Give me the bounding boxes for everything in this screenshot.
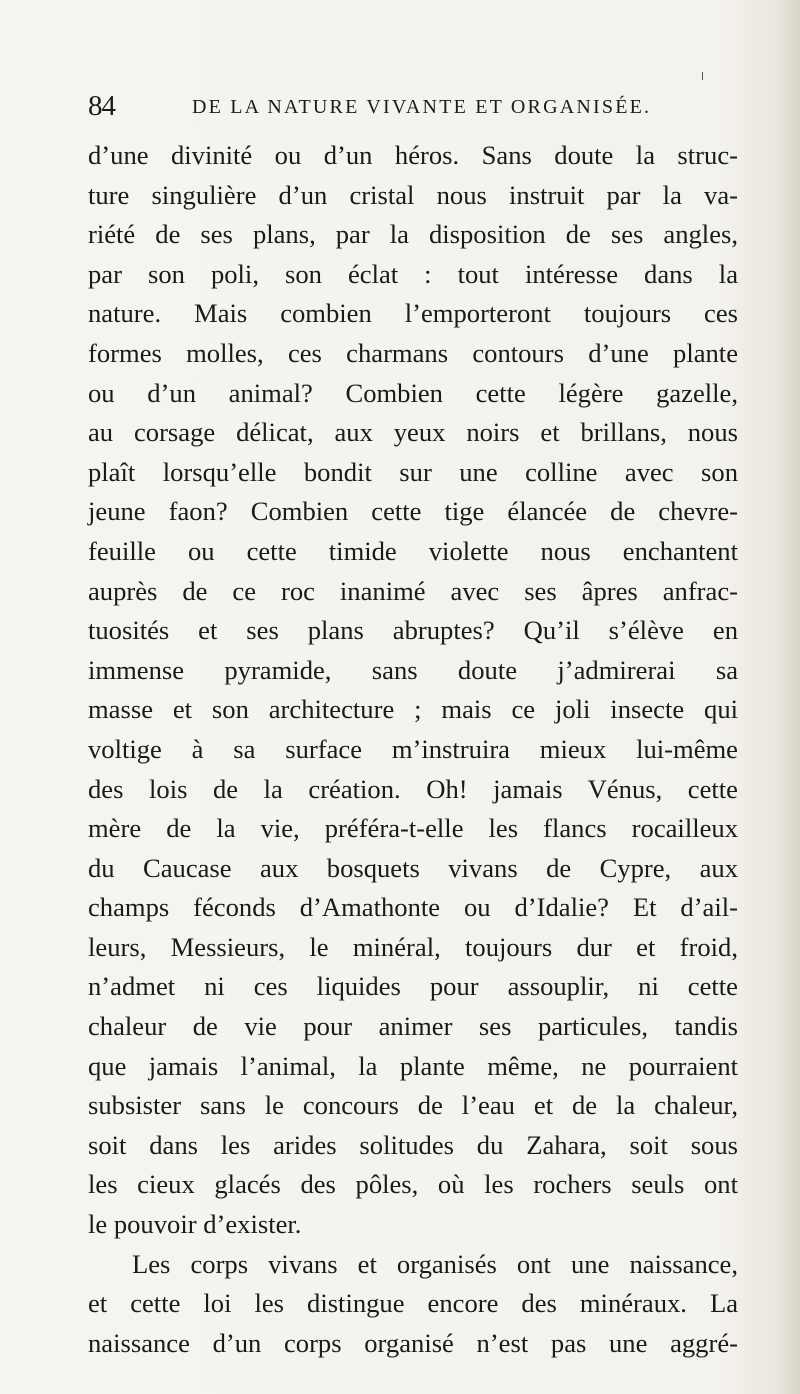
text-line: formes molles, ces charmans contours d’une plante	[88, 337, 738, 368]
text-line: que jamais l’animal, la plante même, ne pourraient	[88, 1050, 738, 1081]
text-line: n’admet ni ces liquides pour assouplir, ni cette	[88, 971, 738, 1002]
running-head: DE LA NATURE VIVANTE ET ORGANISÉE.	[192, 96, 652, 118]
text-line: par son poli, son éclat : tout intéresse dans la	[88, 258, 738, 289]
text-line: masse et son architecture ; mais ce joli insecte qui	[88, 694, 738, 725]
text-line: leurs, Messieurs, le minéral, toujours dur et froid,	[88, 931, 738, 962]
text-line: plaît lorsqu’elle bondit sur une colline avec son	[88, 456, 738, 487]
page-header	[88, 90, 738, 130]
page-number: 84	[88, 90, 115, 122]
text-line: au corsage délicat, aux yeux noirs et brillans, nous	[88, 417, 738, 448]
text-line: soit dans les arides solitudes du Zahara, soit sous	[88, 1129, 738, 1160]
text-line: du Caucase aux bosquets vivans de Cypre, aux	[88, 852, 738, 883]
text-line: auprès de ce roc inanimé avec ses âpres anfrac-	[88, 575, 738, 606]
text-line: mère de la vie, préféra-t-elle les flancs rocailleux	[88, 813, 738, 844]
text-line: jeune faon? Combien cette tige élancée de chevre-	[88, 496, 738, 527]
paragraph-start-line: Les corps vivans et organisés ont une naissance,	[132, 1248, 738, 1279]
body-text	[88, 136, 738, 1363]
text-line: feuille ou cette timide violette nous enchantent	[88, 535, 738, 566]
text-line: d’une divinité ou d’un héros. Sans doute la struc-	[88, 140, 738, 170]
text-line: naissance d’un corps organisé n’est pas une aggré-	[88, 1327, 738, 1358]
text-line: les cieux glacés des pôles, où les rochers seuls ont	[88, 1169, 738, 1200]
text-line: voltige à sa surface m’instruira mieux lui-même	[88, 733, 738, 764]
text-line: tuosités et ses plans abruptes? Qu’il s’élève en	[88, 615, 738, 646]
text-line: immense pyramide, sans doute j’admirerai sa	[88, 654, 738, 685]
text-line: et cette loi les distingue encore des minéraux. La	[88, 1288, 738, 1319]
text-line: riété de ses plans, par la disposition de ses angles,	[88, 219, 738, 250]
text-line: ou d’un animal? Combien cette légère gazelle,	[88, 377, 738, 408]
text-line: nature. Mais combien l’emporteront toujours ces	[88, 298, 738, 329]
text-line: champs féconds d’Amathonte ou d’Idalie? Et d’ail-	[88, 892, 738, 923]
text-line: chaleur de vie pour animer ses particules, tandis	[88, 1011, 738, 1042]
text-line: subsister sans le concours de l’eau et de la chaleur,	[88, 1090, 738, 1121]
text-line: des lois de la création. Oh! jamais Vénus, cette	[88, 773, 738, 804]
text-line: ture singulière d’un cristal nous instruit par la va-	[88, 179, 738, 210]
ink-speck	[702, 72, 703, 80]
paragraph-end-line: le pouvoir d’exister.	[88, 1209, 302, 1240]
